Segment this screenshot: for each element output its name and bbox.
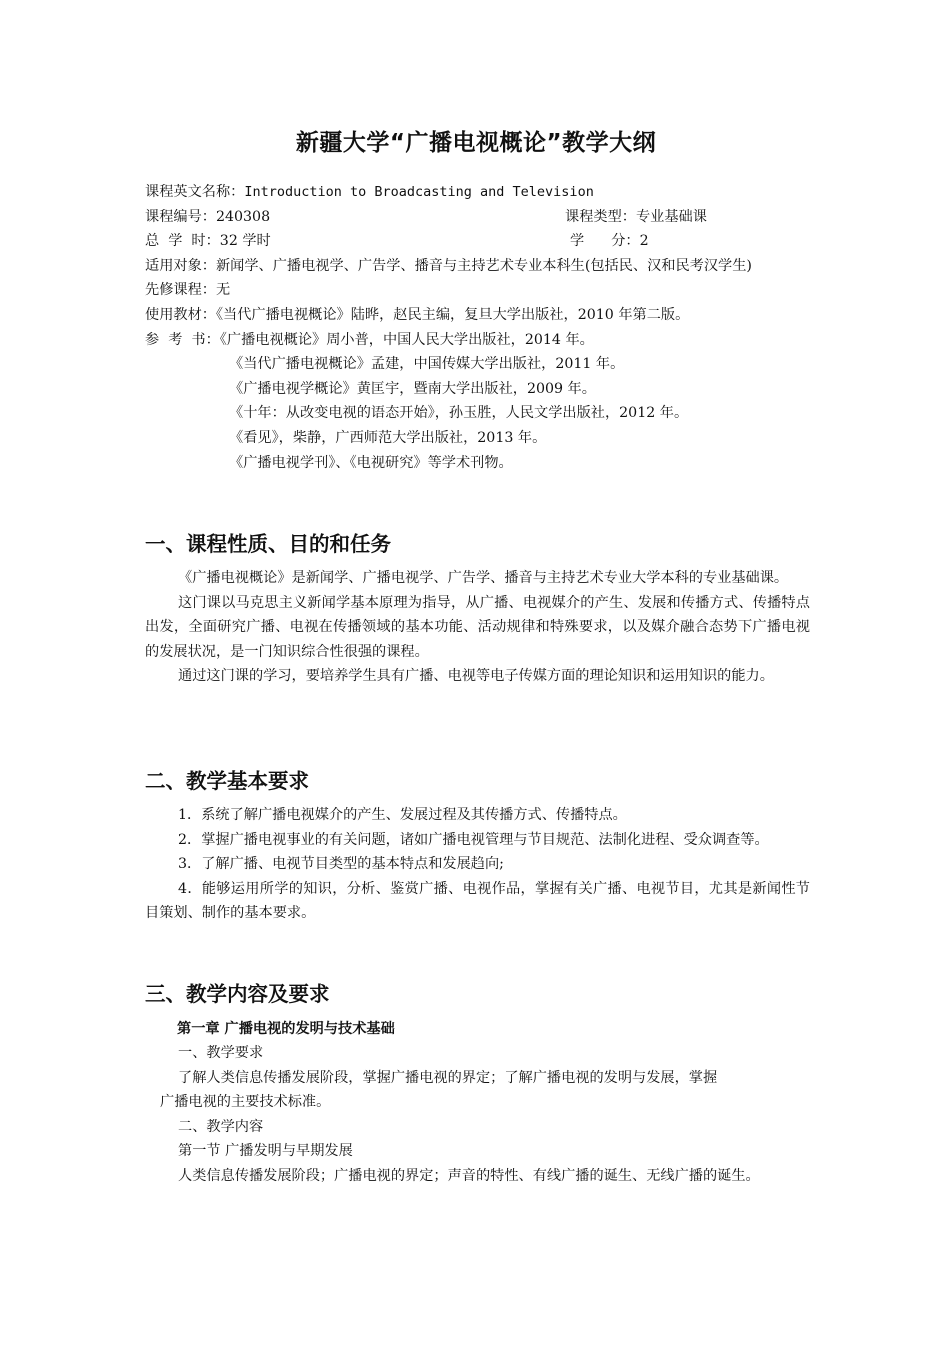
- paragraph: 人类信息传播发展阶段；广播电视的界定；声音的特性、有线广播的诞生、无线广播的诞生。: [178, 1167, 760, 1184]
- prereq-value: 无: [215, 282, 231, 299]
- document-title: 新疆大学“广播电视概论”教学大纲: [295, 130, 657, 156]
- hours-row: [145, 229, 825, 254]
- credits-label: 学 分：: [570, 233, 640, 250]
- paragraph: 了解人类信息传播发展阶段，掌握广播电视的界定；了解广播电视的发明与发展，掌握: [178, 1069, 718, 1086]
- hours-value: 32 学时: [219, 233, 271, 250]
- course-info: [145, 180, 825, 475]
- paragraph: 1．系统了解广播电视媒介的产生、发展过程及其传播方式、传播特点。: [178, 807, 627, 823]
- reference-item: 《十年：从改变电视的语态开始》，孙玉胜，人民文学出版社，2012 年。: [229, 405, 689, 422]
- refs-row: [145, 328, 825, 353]
- paragraph: 4．能够运用所学的知识，分析、鉴赏广播、电视作品，掌握有关广播、电视节目，尤其是新闻性节目策划、制作的基本要求。: [145, 880, 810, 922]
- section-1-body: [145, 566, 810, 689]
- paragraph-continuation: 广播电视的主要技术标准。: [160, 1094, 331, 1111]
- credits-value: 2: [639, 233, 649, 250]
- english-name-value: Introduction to Broadcasting and Television: [244, 184, 594, 200]
- chapter-title: 第一章 广播电视的发明与技术基础: [177, 1021, 395, 1037]
- prereq-row: [145, 278, 825, 303]
- type-label: 课程类型：: [565, 208, 636, 225]
- section-3-body: [145, 1041, 810, 1189]
- section-2-body: [145, 803, 810, 926]
- subheading: 二、教学内容: [178, 1118, 264, 1135]
- paragraph: 《广播电视概论》是新闻学、广播电视学、广告学、播音与主持艺术专业大学本科的专业基础课。: [178, 570, 789, 586]
- reference-item: 《广播电视概论》周小普，中国人民大学出版社，2014 年。: [219, 331, 594, 348]
- audience-row: [145, 254, 825, 279]
- paragraph: 通过这门课的学习，要培养学生具有广播、电视等电子传媒方面的理论知识和运用知识的能力。: [178, 668, 774, 685]
- section-heading-1: 一、课程性质、目的和任务: [145, 532, 391, 556]
- textbook-label: 使用教材：: [145, 306, 216, 323]
- reference-item: 《广播电视学概论》黄匡宇，暨南大学出版社，2009 年。: [229, 380, 596, 397]
- hours-label: 总 学 时：: [145, 233, 220, 250]
- paragraph: 2．掌握广播电视事业的有关问题，诸如广播电视管理与节目规范、法制化进程、受众调查等。: [178, 831, 769, 848]
- section-heading-3: 三、教学内容及要求: [145, 982, 330, 1006]
- section-heading-2: 二、教学基本要求: [145, 769, 309, 793]
- textbook-row: [145, 303, 825, 328]
- paragraph: 3．了解广播、电视节目类型的基本特点和发展趋向;: [178, 856, 504, 873]
- code-value: 240308: [215, 208, 271, 225]
- reference-item: 《当代广播电视概论》孟建，中国传媒大学出版社，2011 年。: [229, 356, 625, 373]
- section-title: 第一节 广播发明与早期发展: [178, 1143, 353, 1160]
- subheading: 一、教学要求: [178, 1045, 264, 1061]
- code-row: [145, 205, 825, 230]
- audience-value: 新闻学、广播电视学、广告学、播音与主持艺术专业本科生(包括民、汉和民考汉学生): [215, 257, 752, 274]
- code-label: 课程编号：: [145, 208, 216, 225]
- reference-item: 《看见》，柴静，广西师范大学出版社，2013 年。: [229, 429, 547, 446]
- prereq-label: 先修课程：: [145, 282, 216, 299]
- audience-label: 适用对象：: [145, 257, 216, 274]
- paragraph: 这门课以马克思主义新闻学基本原理为指导，从广播、电视媒介的产生、发展和传播方式、传播特点出发，全面研究广播、电视在传播领域的基本功能、活动规律和特殊要求，以及媒介融合态势下广播电视的发展状况，是一门知识综合性很强的课程。: [145, 594, 810, 660]
- textbook-value: 《当代广播电视概论》陆晔，赵民主编，复旦大学出版社，2010 年第二版。: [215, 306, 690, 323]
- english-name-row: [145, 180, 825, 205]
- refs-label: 参 考 书：: [145, 331, 220, 348]
- type-value: 专业基础课: [635, 208, 707, 225]
- english-name-label: 课程英文名称：: [145, 184, 245, 200]
- reference-item: 《广播电视学刊》、《电视研究》等学术刊物。: [229, 454, 513, 471]
